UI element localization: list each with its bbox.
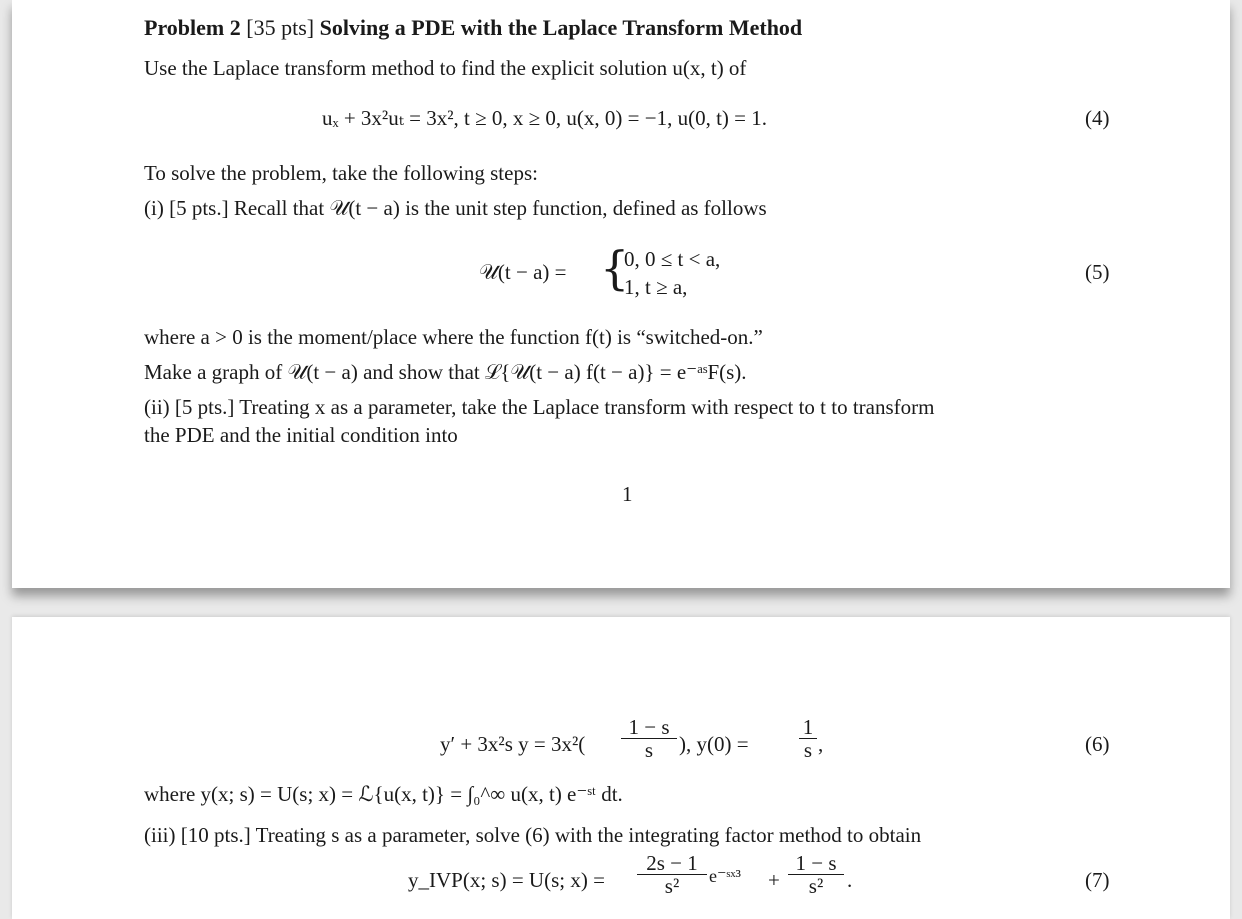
problem-points: [35 pts]	[246, 15, 315, 40]
equation-7-lhs: y_IVP(x; s) = U(s; x) =	[408, 868, 605, 892]
steps-intro: To solve the problem, take the following steps:	[144, 161, 538, 185]
equation-7-exponential: e⁻ˢˣ³	[709, 866, 741, 886]
where-y-text: where y(x; s) = U(s; x) = ℒ{u(x, t)} = ∫₀^∞ u(x, t) e⁻ˢᵗ dt.	[144, 782, 623, 806]
equation-6-lhs: y′ + 3x²s y = 3x²(	[440, 732, 586, 756]
fraction-numerator: 1 − s	[621, 716, 677, 739]
equation-7-number: (7)	[1085, 868, 1110, 892]
equation-4-number: (4)	[1085, 106, 1110, 130]
fraction-numerator: 1	[799, 716, 817, 739]
equation-7-fraction-2	[788, 852, 844, 897]
equation-5-case-1: 0, 0 ≤ t < a,	[624, 247, 721, 271]
equation-6-initial-fraction	[799, 716, 817, 761]
intro-text: Use the Laplace transform method to find the explicit solution u(x, t) of	[144, 56, 747, 80]
equation-7-tail: .	[847, 868, 853, 892]
equation-5-case-2: 1, t ≥ a,	[624, 275, 688, 299]
equation-7-plus: +	[768, 868, 780, 892]
equation-6-tail: ,	[818, 732, 824, 756]
graph-instruction: Make a graph of 𝒰(t − a) and show that ℒ{𝒰(t − a) f(t − a)} = e⁻ᵃˢF(s).	[144, 360, 747, 384]
fraction-denominator: s	[644, 738, 654, 762]
fraction-denominator: s²	[808, 874, 824, 898]
step-ii-line-2: the PDE and the initial condition into	[144, 423, 458, 447]
problem-title: Solving a PDE with the Laplace Transform Method	[319, 15, 803, 40]
problem-label: Problem 2	[144, 15, 241, 40]
page-2	[12, 617, 1230, 919]
equation-5-number: (5)	[1085, 260, 1110, 284]
equation-6-mid: ), y(0) =	[679, 732, 749, 756]
equation-6-number: (6)	[1085, 732, 1110, 756]
step-i-text: (i) [5 pts.] Recall that 𝒰(t − a) is the unit step function, defined as follows	[144, 196, 767, 220]
step-ii-line-1: (ii) [5 pts.] Treating x as a parameter, take the Laplace transform with respect to t to transform	[144, 395, 935, 419]
where-a-text: where a > 0 is the moment/place where the function f(t) is “switched-on.”	[144, 325, 763, 349]
equation-5-lhs: 𝒰(t − a) =	[479, 260, 567, 284]
page-1	[12, 0, 1230, 588]
fraction-denominator: s	[803, 738, 813, 762]
fraction-numerator: 1 − s	[788, 852, 844, 875]
problem-heading	[144, 15, 802, 41]
fraction-numerator: 2s − 1	[637, 852, 707, 875]
fraction-denominator: s²	[664, 874, 680, 898]
left-brace-symbol: {	[600, 241, 630, 295]
equation-6-fraction	[621, 716, 677, 761]
step-iii-text: (iii) [10 pts.] Treating s as a parameter, solve (6) with the integrating factor method to obtain	[144, 823, 922, 847]
equation-7-fraction-1	[637, 852, 707, 897]
equation-4: uₓ + 3x²uₜ = 3x², t ≥ 0, x ≥ 0, u(x, 0) = −1, u(0, t) = 1.	[322, 106, 768, 130]
page-number: 1	[622, 482, 633, 506]
